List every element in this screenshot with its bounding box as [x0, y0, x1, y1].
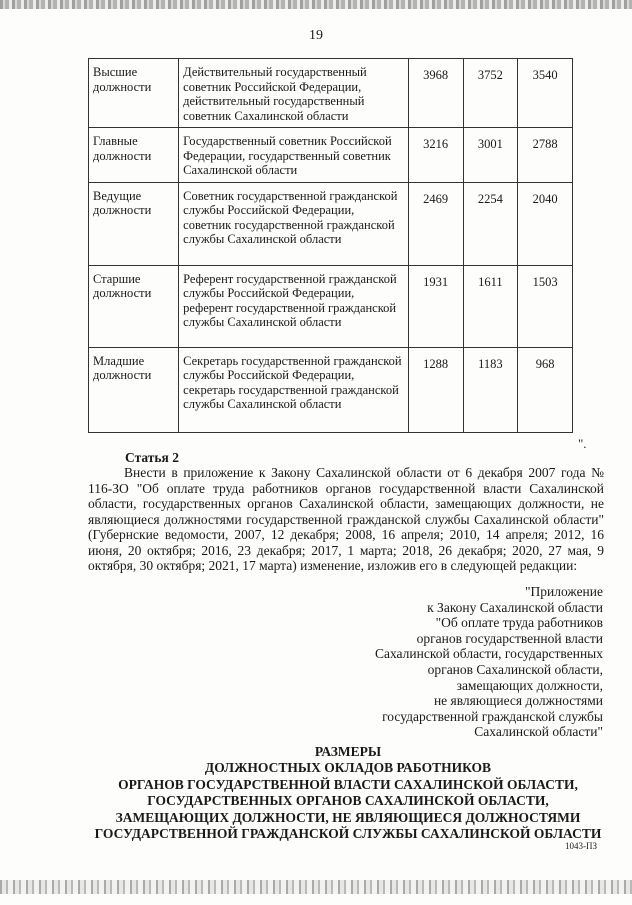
- category-cell: Младшие должности: [89, 347, 179, 432]
- appendix-line: Сахалинской области, государственных: [374, 646, 603, 662]
- table-row: [89, 59, 573, 128]
- title-line: ГОСУДАРСТВЕННЫХ ОРГАНОВ САХАЛИНСКОЙ ОБЛАСТИ,: [147, 793, 549, 809]
- title-cell: Советник государственной гражданской службы Российской Федерации, советник государственной гражданской службы Сахалинской области: [179, 182, 409, 265]
- value-cell: 2040: [518, 182, 573, 265]
- table-row: [89, 347, 573, 432]
- appendix-line: к Закону Сахалинской области: [427, 599, 603, 615]
- title-line: ДОЛЖНОСТНЫХ ОКЛАДОВ РАБОТНИКОВ: [204, 760, 492, 776]
- value-cell: 968: [518, 347, 573, 432]
- appendix-line: замещающих должности,: [456, 677, 603, 693]
- title-line: ЗАМЕЩАЮЩИХ ДОЛЖНОСТИ, НЕ ЯВЛЯЮЩИЕСЯ ДОЛЖНОСТЯМИ: [115, 809, 581, 825]
- title-cell: Действительный государственный советник Российской Федерации, действительный государственный советник Сахалинской области: [179, 59, 409, 128]
- title-line: РАЗМЕРЫ: [314, 744, 382, 759]
- document-title: [88, 744, 608, 842]
- value-cell: 1931: [408, 265, 463, 347]
- value-cell: 2788: [518, 128, 573, 183]
- appendix-line: Сахалинской области": [474, 724, 603, 740]
- document-code: 1043-ПЗ: [565, 841, 598, 851]
- page-number: 19: [309, 28, 323, 43]
- title-cell: Секретарь государственной гражданской службы Российской Федерации, секретарь государственной гражданской службы Сахалинской области: [179, 347, 409, 432]
- value-cell: 1503: [518, 265, 573, 347]
- category-cell: Ведущие должности: [89, 182, 179, 265]
- appendix-line: органов Сахалинской области,: [427, 661, 603, 677]
- category-cell: Высшие должности: [89, 59, 179, 128]
- value-cell: 3968: [408, 59, 463, 128]
- title-cell: Государственный советник Российской Федерации, государственный советник Сахалинской области: [179, 128, 409, 183]
- value-cell: 3752: [463, 59, 518, 128]
- value-cell: 2254: [463, 182, 518, 265]
- appendix-line: государственной гражданской службы: [382, 708, 603, 724]
- value-cell: 2469: [408, 182, 463, 265]
- table-row: [89, 128, 573, 183]
- value-cell: 3001: [463, 128, 518, 183]
- value-cell: 1288: [408, 347, 463, 432]
- appendix-reference: [300, 584, 603, 740]
- value-cell: 3540: [518, 59, 573, 128]
- salary-table: [88, 58, 573, 433]
- title-line: ГОСУДАРСТВЕННОЙ ГРАЖДАНСКОЙ СЛУЖБЫ САХАЛИНСКОЙ ОБЛАСТИ: [94, 826, 602, 842]
- value-cell: 3216: [408, 128, 463, 183]
- article-heading: Статья 2: [125, 450, 179, 465]
- appendix-line: "Приложение: [525, 584, 603, 599]
- category-cell: Главные должности: [89, 128, 179, 183]
- appendix-line: органов государственной власти: [416, 630, 603, 646]
- table-row: [89, 182, 573, 265]
- title-cell: Референт государственной гражданской службы Российской Федерации, референт государственной гражданской службы Сахалинской области: [179, 265, 409, 347]
- table-row: [89, 265, 573, 347]
- scan-noise-top: [0, 0, 632, 9]
- title-line: ОРГАНОВ ГОСУДАРСТВЕННОЙ ВЛАСТИ САХАЛИНСКОЙ ОБЛАСТИ,: [118, 776, 578, 792]
- article-body: Внести в приложение к Закону Сахалинской области от 6 декабря 2007 года № 116-ЗО "Об оплате труда работников органов государственной власти Сахалинской области, государственных органов Сахалинской области, замещающих должности, не являющиеся должностями государственной гражданской службы Сахалинской области" (Губернские ведомости, 2007, 12 декабря; 2008, 16 апреля; 2010, 14 апреля; 2012, 16 июня, 20 октября; 2016, 23 декабря; 2017, 1 марта; 2018, 26 декабря; 2020, 27 мая, 9 октября, 30 октября; 2021, 17 марта) изменение, изложив его в следующей редакции:: [88, 465, 604, 573]
- category-cell: Старшие должности: [89, 265, 179, 347]
- appendix-line: "Об оплате труда работников: [435, 615, 603, 631]
- appendix-line: не являющиеся должностями: [433, 693, 603, 709]
- value-cell: 1611: [463, 265, 518, 347]
- table-closing-quote: ".: [578, 436, 587, 451]
- value-cell: 1183: [463, 347, 518, 432]
- scan-noise-bottom: [0, 880, 632, 894]
